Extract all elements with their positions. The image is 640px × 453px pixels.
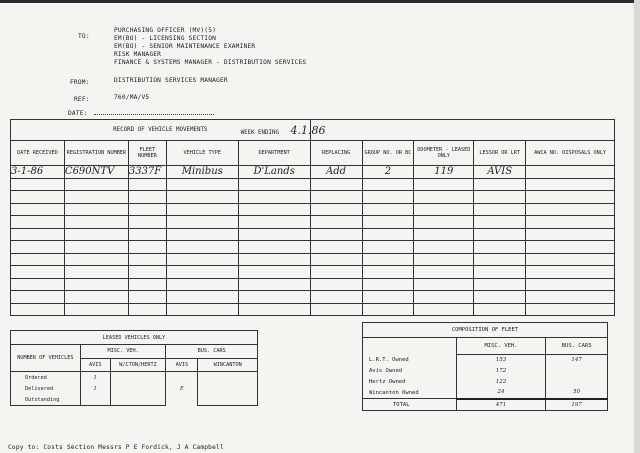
avis-owned-bus bbox=[546, 365, 608, 376]
scan-edge bbox=[0, 0, 640, 3]
ordered-avis: 1 bbox=[80, 372, 110, 384]
lrt-owned-label: L.R.T. Owned bbox=[363, 354, 457, 365]
avis-owned-misc: 172 bbox=[456, 365, 546, 376]
to-label: TO: bbox=[78, 33, 90, 40]
table-row bbox=[11, 394, 258, 406]
date-field-line bbox=[94, 114, 214, 115]
scan-edge-right bbox=[634, 0, 640, 453]
lrt-owned-misc: 153 bbox=[456, 354, 546, 365]
subcol-avis-misc: AVIS bbox=[80, 358, 110, 372]
outstanding-wincanton bbox=[198, 394, 258, 406]
date-label: DATE: bbox=[68, 110, 88, 117]
cell-registration: C690NTV bbox=[64, 166, 128, 179]
leased-title: LEASED VEHICLES ONLY bbox=[11, 331, 258, 345]
total-label: TOTAL bbox=[363, 399, 457, 411]
wincanton-owned-misc: 24 bbox=[456, 387, 546, 399]
table-row bbox=[363, 365, 608, 376]
bus-mark: E bbox=[166, 372, 198, 406]
composition-bus-header: BUS. CARS bbox=[546, 338, 608, 355]
wincanton-owned-bus: 50 bbox=[546, 387, 608, 399]
row-label-delivered: Delivered bbox=[11, 383, 81, 394]
cell-department: D'Lands bbox=[238, 166, 310, 179]
cell-fleet: 3337F bbox=[128, 166, 166, 179]
leased-bus-header: BUS. CARS bbox=[166, 345, 258, 359]
subcol-wincanton: WINCANTON bbox=[198, 358, 258, 372]
col-vehicle-type: VEHICLE TYPE bbox=[166, 141, 238, 166]
to-line-1: PURCHASING OFFICER (MV)(5) bbox=[114, 27, 217, 34]
avis-owned-label: Avis Owned bbox=[363, 365, 457, 376]
cell-awca bbox=[526, 166, 615, 179]
table-row bbox=[11, 383, 258, 394]
cell-lessor: AVIS bbox=[474, 166, 526, 179]
leased-misc-header: MISC. VEH. bbox=[80, 345, 166, 359]
table-row bbox=[363, 376, 608, 387]
col-odometer: ODOMETER - LEASED ONLY bbox=[414, 141, 474, 166]
cell-odometer: 119 bbox=[414, 166, 474, 179]
total-misc: 471 bbox=[456, 399, 546, 411]
col-fleet-number: FLEET NUMBER bbox=[128, 141, 166, 166]
cell-vehicle-type: Minibus bbox=[166, 166, 238, 179]
wincanton-owned-label: Wincanton Owned bbox=[363, 387, 457, 399]
table-row bbox=[363, 387, 608, 399]
row-label-outstanding: Outstanding bbox=[11, 394, 81, 406]
week-label: WEEK ENDING bbox=[240, 129, 279, 136]
to-line-2: EM(BO) - LICENSING SECTION bbox=[114, 35, 217, 42]
col-department: DEPARTMENT bbox=[238, 141, 310, 166]
col-awca-no: AWCA NO. DISPOSALS ONLY bbox=[526, 141, 615, 166]
movements-title: RECORD OF VEHICLE MOVEMENTS bbox=[11, 120, 311, 141]
hertz-owned-label: Hertz Owned bbox=[363, 376, 457, 387]
hertz-owned-misc: 122 bbox=[456, 376, 546, 387]
ref-label: REF: bbox=[74, 96, 90, 103]
week-ending bbox=[240, 120, 614, 141]
vehicle-movements-table bbox=[10, 119, 615, 316]
to-line-3: EM(BO) - SENIOR MAINTENANCE EXAMINER bbox=[114, 43, 256, 50]
composition-misc-header: MISC. VEH. bbox=[456, 338, 546, 355]
col-replacing: REPLACING bbox=[310, 141, 362, 166]
to-line-4: RISK MANAGER bbox=[114, 51, 162, 58]
to-line-5: FINANCE & SYSTEMS MANAGER - DISTRIBUTION SERVICES bbox=[114, 59, 307, 66]
cell-replacing: Add bbox=[310, 166, 362, 179]
col-group-no: GROUP NO. OR BC bbox=[362, 141, 414, 166]
ordered-wcton bbox=[110, 372, 166, 384]
from-value: DISTRIBUTION SERVICES MANAGER bbox=[114, 77, 228, 84]
table-row bbox=[11, 372, 258, 384]
ref-value: 760/MA/V5 bbox=[114, 94, 150, 101]
row-label-ordered: Ordered bbox=[11, 372, 81, 384]
delivered-wincanton bbox=[198, 383, 258, 394]
copy-to-line: Copy to: Costs Section Messrs P E Fordick, J A Campbell bbox=[8, 444, 224, 451]
subcol-wcton-hertz: W/CTON/HERTZ bbox=[110, 358, 166, 372]
subcol-avis-bus: AVIS bbox=[166, 358, 198, 372]
outstanding-wcton bbox=[110, 394, 166, 406]
from-label: FROM: bbox=[70, 79, 90, 86]
table-row bbox=[11, 166, 615, 179]
cell-date: 3-1-86 bbox=[11, 166, 65, 179]
outstanding-avis bbox=[80, 394, 110, 406]
week-value: 4.1.86 bbox=[290, 123, 326, 137]
composition-of-fleet-table bbox=[362, 322, 608, 411]
table-row bbox=[363, 399, 608, 411]
total-bus: 197 bbox=[546, 399, 608, 411]
col-lessor: LESSOR OR LRT bbox=[474, 141, 526, 166]
delivered-avis: 1 bbox=[80, 383, 110, 394]
hertz-owned-bus bbox=[546, 376, 608, 387]
leased-vehicles-table bbox=[10, 330, 258, 406]
col-registration: REGISTRATION NUMBER bbox=[64, 141, 128, 166]
cell-group: 2 bbox=[362, 166, 414, 179]
delivered-wcton bbox=[110, 383, 166, 394]
composition-title: COMPOSITION OF FLEET bbox=[363, 323, 608, 338]
ordered-wincanton bbox=[198, 372, 258, 384]
table-row bbox=[363, 354, 608, 365]
blank-rows bbox=[11, 178, 615, 316]
number-of-vehicles-header: NUMBER OF VEHICLES bbox=[11, 345, 81, 372]
col-date-received: DATE RECEIVED bbox=[11, 141, 65, 166]
lrt-owned-bus: 147 bbox=[546, 354, 608, 365]
